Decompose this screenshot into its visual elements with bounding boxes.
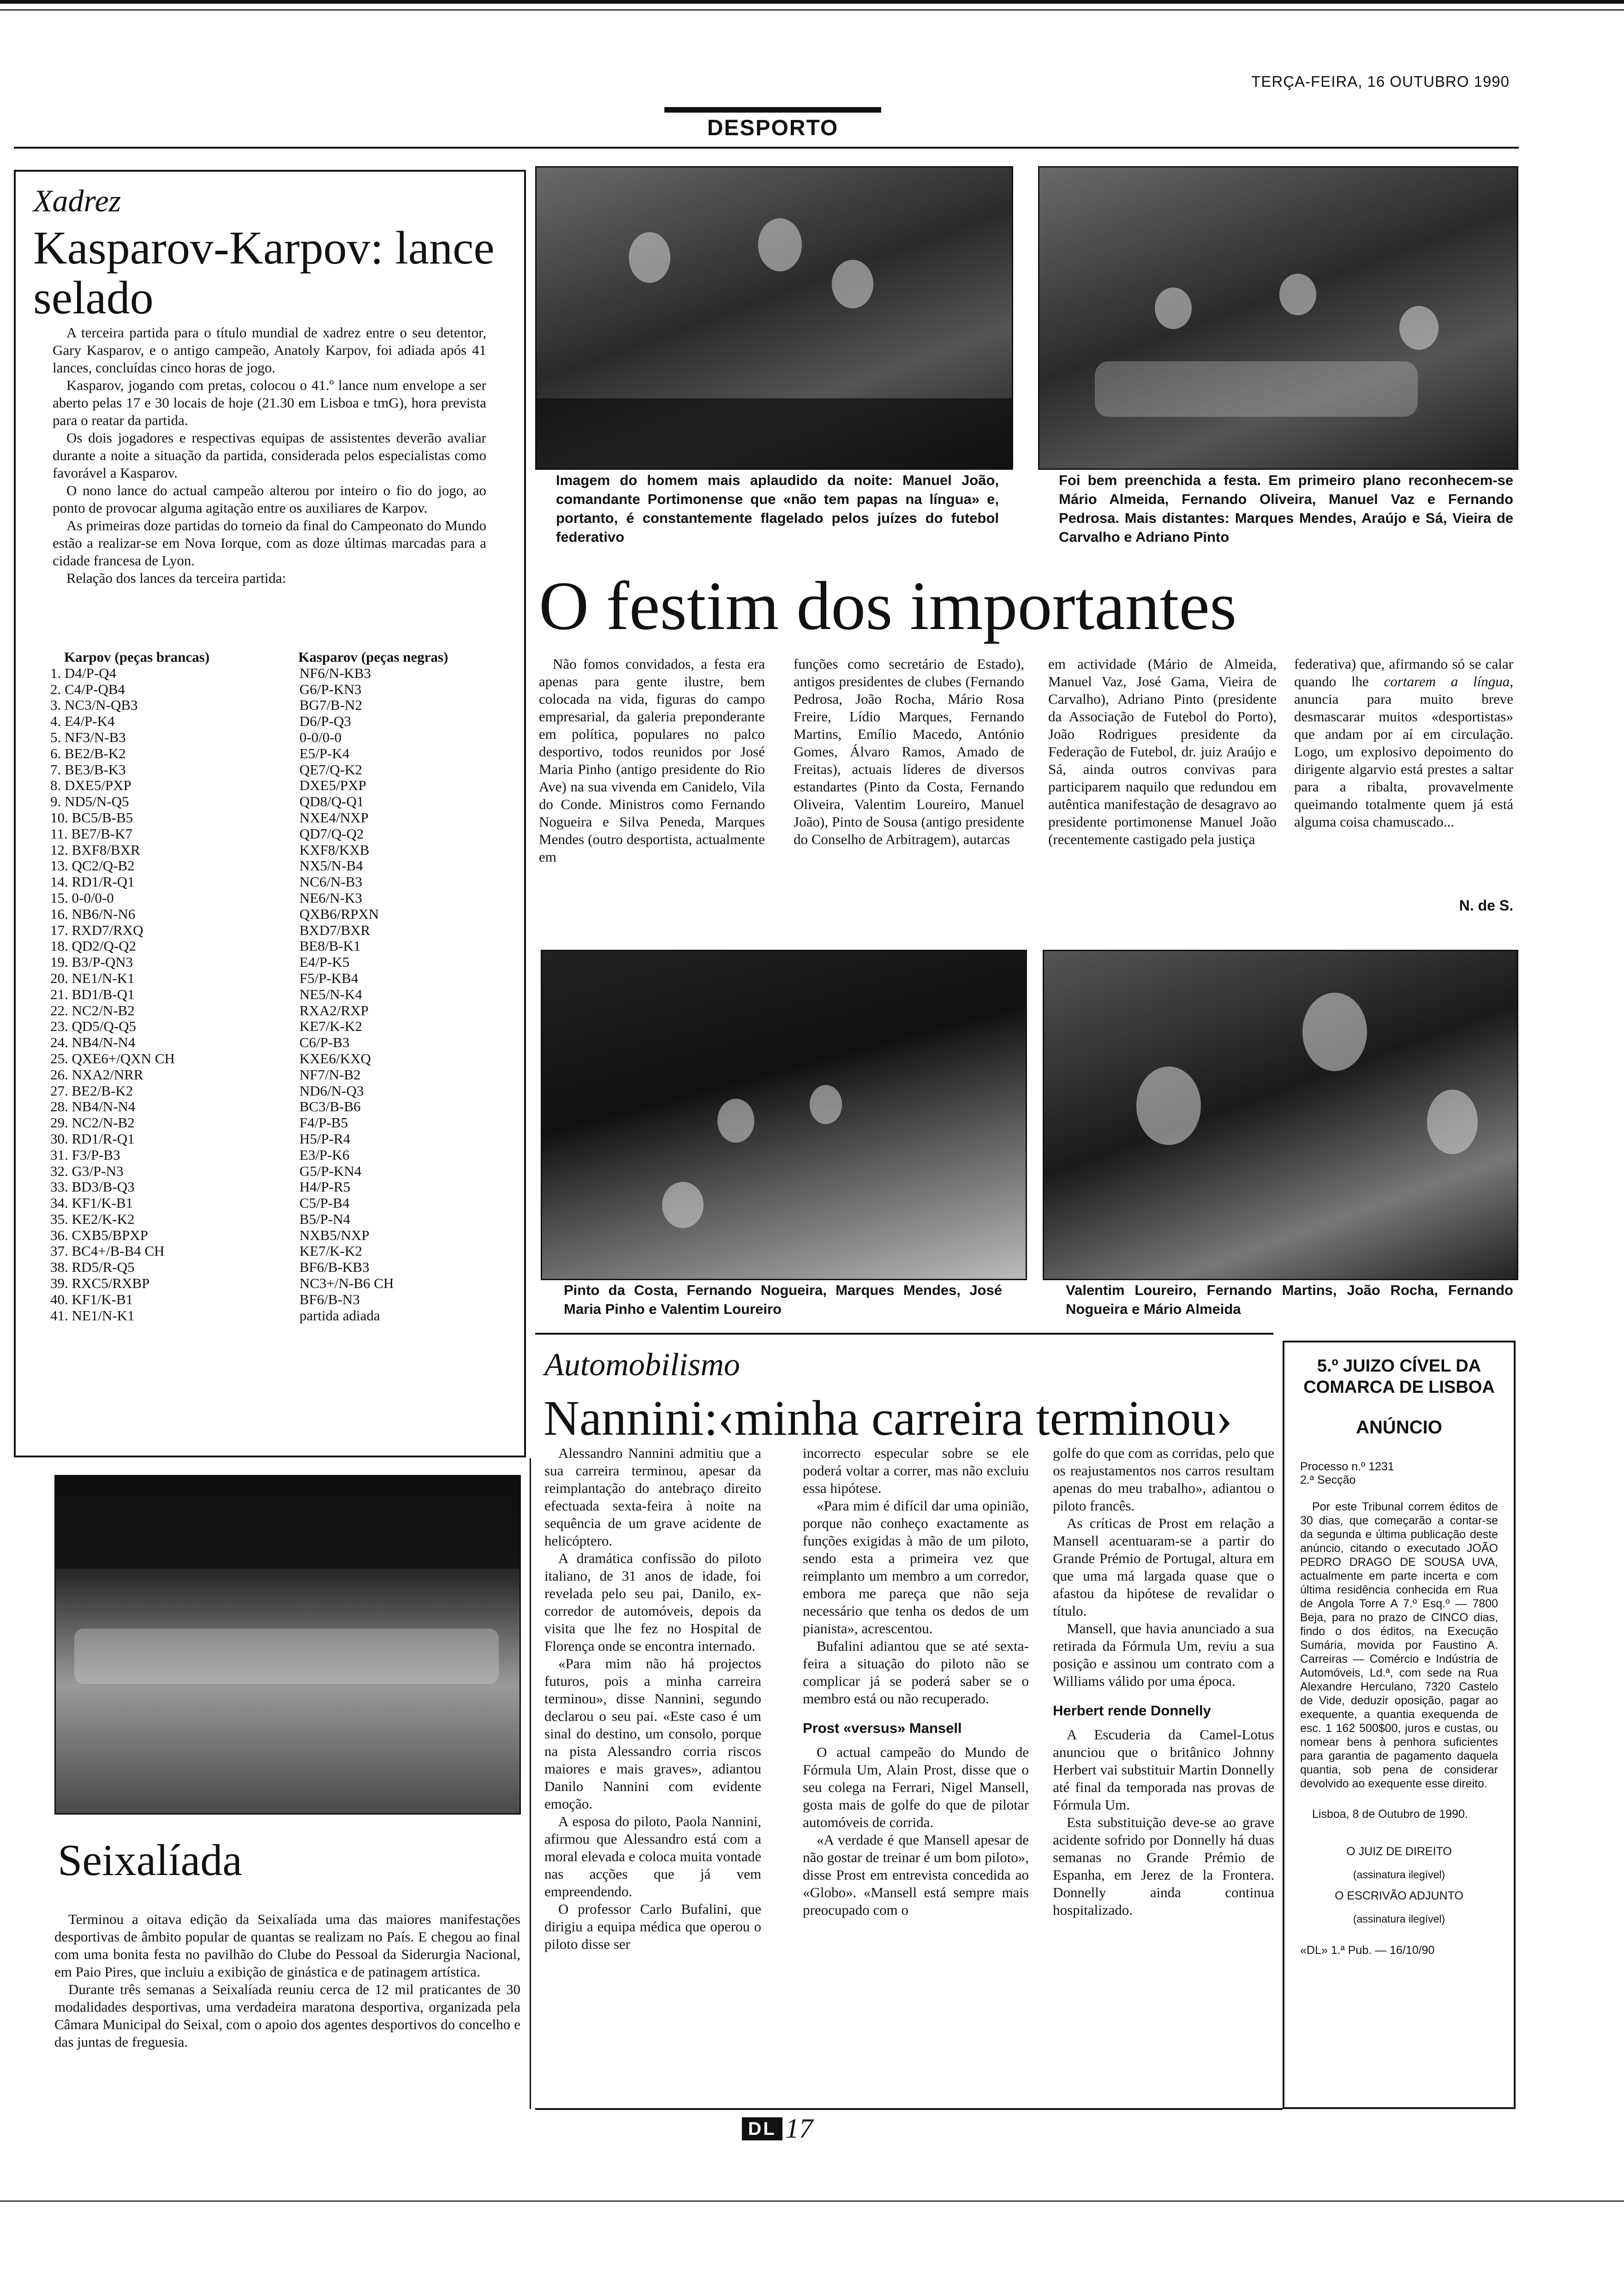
chess-kicker: Xadrez [33, 183, 121, 218]
notice-date: Lisboa, 8 de Outubro de 1990. [1312, 1808, 1468, 1821]
notice-text: Por este Tribunal correm éditos de 30 dias, que começarão a contar-se da segunda e última publicação deste anúncio, citando o executado JOÃO PEDRO DRAGO DE SOUSA UVA, actualmente em parte incerta e com última residência conhecida em Rua de Angola Torre A 7.º Esq.º — 7800 Beja, para no prazo de CINCO dias, findo o dos éditos, na Execução Sumária, movida por Faustino A. Carreiras — Comércio e Indústria de Automóveis, Ld.ª, com sede na Rua Alexandre Herculano, 7320 Castelo de Vide, deduzir oposição, pagar ao exequente, a quantia exequenda de esc. 1 162 500$00, juros e custas, ou nomear bens à penhora suficientes para garantia de pagamento daquela quantia, sob pena de considerar devolvido ao exequente esse direito. [1300, 1500, 1498, 1790]
seixaliada-photo [54, 1475, 521, 1815]
auto-kicker: Automobilismo [544, 1347, 740, 1383]
move-black: ND6/N-Q3 [299, 1082, 364, 1099]
section-title: DESPORTO [707, 116, 839, 140]
issue-date: TERÇA-FEIRA, 16 OUTUBRO 1990 [1251, 73, 1510, 90]
auto-col-2 [803, 1444, 1029, 1919]
chess-headline: Kasparov-Karpov: lance selado [33, 222, 495, 324]
chess-paragraph: A terceira partida para o título mundial de xadrez entre o seu detentor, Gary Kasparov, e o antigo campeão, Anatoly Karpov, foi adiada após 41 lances, concluídas cinco horas de jogo. [53, 324, 486, 376]
move-white: 1. D4/P-Q4 [50, 665, 116, 681]
move-white: 38. RD5/R-Q5 [50, 1259, 135, 1276]
move-black: B5/P-N4 [299, 1210, 351, 1227]
auto-subhead-prost: Prost «versus» Mansell [803, 1720, 962, 1736]
move-white: 16. NB6/N-N6 [50, 905, 136, 922]
move-white: 39. RXC5/RXBP [50, 1275, 150, 1292]
move-white: 32. G3/P-N3 [50, 1162, 124, 1179]
move-white: 28. NB4/N-N4 [50, 1098, 136, 1115]
chess-paragraph: O nono lance do actual campeão alterou por inteiro o fio do jogo, ao ponto de provocar alguma agitação entre os auxiliares de Karpov. [53, 482, 486, 516]
page-number: 17 [785, 2113, 813, 2144]
clerk-title: O ESCRIVÃO ADJUNTO [1335, 1889, 1463, 1902]
auto-paragraph: Bufalini adiantou que se até sexta-feira a situação do piloto não se complicar já se poderá saber se o membro está ou não recuperado. [803, 1638, 1029, 1707]
auto-paragraph: A dramática confissão do piloto italiano, de 31 anos de idade, foi revelada pelo seu pai, Danilo, ex-corredor de automóveis, depois da visita que lhe fez no Hospital de Florença onde se encontra internado. [544, 1550, 761, 1654]
move-black: E3/P-K6 [299, 1146, 350, 1163]
move-black: NXB5/NXP [299, 1227, 370, 1243]
move-white: 7. BE3/B-K3 [50, 761, 126, 778]
festim-emphasis: cortarem a língua [1384, 673, 1510, 689]
move-white: 19. B3/P-QN3 [50, 954, 133, 971]
court-name: 5.º JUIZO CÍVEL DA COMARCA DE LISBOA [1303, 1356, 1495, 1397]
move-black: F5/P-KB4 [299, 970, 358, 986]
photo-caption-bottom-left: Pinto da Costa, Fernando Nogueira, Marques Mendes, José Maria Pinho e Valentim Loureiro [564, 1282, 1002, 1317]
chess-paragraph: Relação dos lances da terceira partida: [66, 570, 286, 586]
move-black: QE7/Q-K2 [299, 761, 363, 778]
move-black: KE7/K-K2 [299, 1243, 363, 1259]
move-black: partida adiada [299, 1307, 380, 1324]
moves-header-white: Karpov (peças brancas) [64, 649, 210, 665]
auto-headline: Nannini:‹minha carreira terminou› [543, 1391, 1233, 1446]
move-white: 35. KE2/K-K2 [50, 1210, 135, 1227]
auto-paragraph: Esta substituição deve-se ao grave acidente sofrido por Donnelly há duas semanas no Grande Prémio de Espanha, em Jerez de la Frontera. Donnelly ainda continua hospitalizado. [1053, 1814, 1274, 1918]
move-white: 36. CXB5/BPXP [50, 1227, 148, 1243]
move-white: 15. 0-0/0-0 [50, 889, 114, 906]
chess-article [14, 170, 526, 1457]
party-photo-manuel-joao [535, 166, 1013, 470]
seixaliada-paragraph: Terminou a oitava edição da Seixalíada uma das maiores manifestações desportivas de âmbito popular de quantas se realizam no País. E chegou ao final com uma bonita festa no pavilhão do Clube do Pessoal da Siderurgia Nacional, em Paio Pires, que incluiu a exibição de ginástica e de patinagem artística. [54, 1911, 520, 1980]
move-black: BXD7/BXR [299, 922, 370, 938]
move-white: 30. RD1/R-Q1 [50, 1130, 135, 1147]
move-white: 2. C4/P-QB4 [50, 681, 125, 697]
festim-text: Não fomos convidados, a festa era apenas para gente ilustre, bem colocada na vida, figuras do campo empresarial, da galeria preponderante em política, populares no palco desportivo, todos reunidos por José Maria Pinho (antigo presidente do Rio Ave) na sua vivenda em Canidelo, Vila do Conde. Ministros como Fernando Nogueira e Silva Peneda, Marques Mendes (outro desportista, actualmente em [539, 656, 765, 865]
move-black: BC3/B-B6 [299, 1098, 361, 1115]
chess-paragraph: Kasparov, jogando com pretas, colocou o 41.º lance num envelope a ser aberto pelas 17 e 30 locais de hoje (21.30 em Lisboa e tmG), hora prevista para o reatar da partida. [53, 377, 486, 428]
move-white: 31. F3/P-B3 [50, 1146, 120, 1163]
auto-paragraph: A Escuderia da Camel-Lotus anunciou que o britânico Johnny Herbert vai substituir Martin Donnelly até final da temporada nas provas de Fórmula Um. [1053, 1726, 1274, 1813]
move-black: G6/P-KN3 [299, 681, 362, 697]
auto-subhead-herbert: Herbert rende Donnelly [1053, 1702, 1211, 1719]
auto-paragraph: «Para mim é difícil dar uma opinião, porque não conheço exactamente as funções exigidas à mão de um piloto, sendo esta a primeira vez que reimplanto um membro a um corredor, embora me pareça que não seja necessário que tenha os dedos de um pianista», acrescentou. [803, 1498, 1029, 1636]
move-black: BG7/B-N2 [299, 697, 363, 713]
judge-title: O JUIZ DE DIREITO [1346, 1845, 1452, 1858]
move-black: 0-0/0-0 [299, 729, 342, 745]
seixaliada-headline: Seixalíada [58, 1835, 242, 1885]
legal-notice-box [1283, 1341, 1516, 2109]
move-white: 41. NE1/N-K1 [50, 1307, 135, 1324]
move-white: 6. BE2/B-K2 [50, 745, 126, 761]
festim-col-3 [1048, 655, 1277, 848]
move-white: 27. BE2/B-K2 [50, 1082, 133, 1099]
caption-bold-lead: Foi bem preenchida a festa. [1059, 472, 1261, 488]
move-white: 37. BC4+/B-B4 CH [50, 1243, 165, 1259]
move-white: 4. E4/P-K4 [50, 713, 115, 730]
move-black: E4/P-K5 [299, 954, 350, 971]
move-black: KE7/K-K2 [299, 1018, 363, 1035]
move-black: E5/P-K4 [299, 745, 350, 761]
auto-paragraph: O actual campeão do Mundo de Fórmula Um, Alain Prost, disse que o seu colega na Ferrari, Nigel Mansell, gosta mais de golfe do que de pilotar automóveis de corrida. [803, 1744, 1029, 1830]
notice-title: ANÚNCIO [1356, 1417, 1442, 1438]
party-photo-dinner-table [541, 950, 1027, 1280]
move-white: 33. BD3/B-Q3 [50, 1179, 135, 1195]
move-black: D6/P-Q3 [299, 713, 351, 730]
party-photo-conversation [1043, 950, 1518, 1280]
moves-header-black: Kasparov (peças negras) [298, 649, 448, 665]
seixaliada-paragraph: Durante três semanas a Seixalíada reuniu cerca de 12 mil praticantes de 30 modalidades desportivas, uma verdadeira maratona desportiva, organizada pela Câmara Municipal do Seixal, com o apoio dos agentes desportivos do concelho e das juntas de freguesia. [54, 1981, 520, 2050]
chess-paragraph: Os dois jogadores e respectivas equipas de assistentes deverão avaliar durante a noite a situação da partida, considerada pelos especialistas como favorável a Kasparov. [53, 430, 486, 481]
move-black: NC3+/N-B6 CH [299, 1275, 394, 1292]
move-white: 5. NF3/N-B3 [50, 729, 126, 745]
move-black: H5/P-R4 [299, 1130, 351, 1147]
move-black: NE5/N-K4 [299, 986, 363, 1002]
move-white: 24. NB4/N-N4 [50, 1034, 136, 1051]
move-black: BF6/B-N3 [299, 1291, 360, 1307]
clerk-signature: (assinatura ilegível) [1353, 1913, 1445, 1925]
auto-paragraph: golfe do que com as corridas, pelo que os reajustamentos nos carros resultam apenas do meu trabalho», adiantou o piloto francês. [1053, 1445, 1274, 1514]
move-white: 3. NC3/N-QB3 [50, 697, 138, 713]
festim-text-part: , anuncia para muito breve desmascarar muitos «desportistas» que andam por aí em circulação. Logo, um explosivo depoimento do dirigente algarvio está prestes a saltar para a ribalta, provavelmente queimando totalmente quem já está alguma coisa chamuscado... [1294, 673, 1513, 830]
move-white: 25. QXE6+/QXN CH [50, 1050, 175, 1067]
move-black: KXF8/KXB [299, 841, 370, 858]
dl-logo: DL [742, 2117, 782, 2140]
move-white: 22. NC2/N-B2 [50, 1002, 135, 1019]
move-black: H4/P-R5 [299, 1179, 351, 1195]
move-white: 14. RD1/R-Q1 [50, 874, 135, 890]
auto-paragraph: A esposa do piloto, Paola Nannini, afirmou que Alessandro está com a moral elevada e coloca muita vontade nas acções que já vem empreendendo. [544, 1813, 761, 1900]
move-white: 11. BE7/B-K7 [50, 825, 132, 842]
move-white: 20. NE1/N-K1 [50, 970, 135, 986]
auto-paragraph: «Para mim não há projectos futuros, pois a minha carreira terminou», disse Nannini, segundo declarou o seu pai. «Este caso é um sinal do destino, um consolo, porque na pista Alessandro corria riscos maiores e mais graves», adiantou Danilo Nannini com evidente emoção. [544, 1655, 761, 1812]
auto-paragraph: incorrecto especular sobre se ele poderá voltar a correr, mas não excluiu essa hipótese. [803, 1445, 1029, 1496]
caption-bold-lead: Imagem do homem mais aplaudido da noite: [556, 472, 893, 488]
move-black: NF6/N-KB3 [299, 665, 371, 681]
move-black: F4/P-B5 [299, 1115, 348, 1131]
festim-text: em actividade (Mário de Almeida, Manuel Vaz, José Gama, Vieira de Carvalho), Adriano Pinto (presidente da Associação de Futebol do Porto), João Rodrigues presidente da Federação de Futebol, dr. juiz Araújo e Sá, ainda outros convivas para participarem naquilo que redundou em autêntica manifestação de desagravo ao presidente portimonense Manuel João (recentemente castigado pela justiça [1048, 656, 1277, 847]
move-white: 13. QC2/Q-B2 [50, 857, 135, 874]
auto-paragraph: O professor Carlo Bufalini, que dirigiu a equipa médica que operou o piloto disse ser [544, 1901, 761, 1952]
auto-col-1 [544, 1444, 761, 1953]
move-white: 23. QD5/Q-Q5 [50, 1018, 136, 1035]
move-white: 10. BC5/B-B5 [50, 809, 133, 826]
festim-col-2 [794, 655, 1024, 848]
move-black: NE6/N-K3 [299, 889, 363, 906]
move-black: G5/P-KN4 [299, 1162, 362, 1179]
auto-paragraph: Alessandro Nannini admitiu que a sua carreira terminou, apesar da reimplantação do antebraço direito efectuada sexta-feira à noite na sequência de um grave acidente de helicóptero. [544, 1445, 761, 1549]
move-black: NC6/N-B3 [299, 874, 363, 890]
judge-signature: (assinatura ilegível) [1353, 1869, 1445, 1881]
auto-paragraph: «A verdade é que Mansell apesar de não gostar de treinar é um bom piloto», disse Prost em entrevista concedida ao «Globo». «Mansell está sempre mais preocupado com o [803, 1832, 1029, 1918]
move-black: NF7/N-B2 [299, 1066, 361, 1083]
move-black: DXE5/PXP [299, 777, 366, 794]
process-section: 2.ª Secção [1300, 1474, 1356, 1486]
move-white: 40. KF1/K-B1 [50, 1291, 133, 1307]
move-white: 9. ND5/N-Q5 [50, 793, 129, 810]
process-number: Processo n.º 1231 [1300, 1460, 1394, 1473]
move-white: 18. QD2/Q-Q2 [50, 938, 136, 954]
move-white: 26. NXA2/NRR [50, 1066, 143, 1083]
move-black: BF6/B-KB3 [299, 1259, 370, 1276]
move-black: BE8/B-K1 [299, 938, 361, 954]
auto-paragraph: Mansell, que havia anunciado a sua retirada da Fórmula Um, reviu a sua posição e assinou um contrato com a Williams válido por uma época. [1053, 1620, 1274, 1689]
move-black: NX5/N-B4 [299, 857, 363, 874]
move-black: KXE6/KXQ [299, 1050, 371, 1067]
photo-caption-bottom-right: Valentim Loureiro, Fernando Martins, João Rocha, Fernando Nogueira e Mário Almeida [1066, 1282, 1513, 1317]
auto-paragraph: As críticas de Prost em relação a Mansell acentuaram-se a partir do Grande Prémio de Portugal, altura em que uma má largada quase que o afastou da hipótese de revalidar o título. [1053, 1515, 1274, 1619]
chess-paragraph: As primeiras doze partidas do torneio da final do Campeonato do Mundo estão a realizar-se em Nova Iorque, com as doze últimas marcadas para a cidade francesa de Lyon. [53, 517, 486, 569]
chess-moves-table [50, 649, 456, 1324]
festim-text: funções como secretário de Estado), antigos presidentes de clubes (Fernando Pedrosa, João Rocha, Mário Rosa Freire, Lídio Marques, Fernando Martins, Emílio Macedo, António Gomes, Álvaro Ramos, Amado de Freitas), actuais líderes de diversos estandartes (Pinto da Costa, Fernando Oliveira, Valentim Loureiro, Manuel João), Pinto de Sousa (antigo presidente do Conselho de Arbitragem), autarcas [794, 656, 1024, 847]
festim-col-1 [539, 655, 765, 866]
move-black: RXA2/RXP [299, 1002, 369, 1019]
move-white: 21. BD1/B-Q1 [50, 986, 135, 1002]
move-black: QXB6/RPXN [299, 905, 379, 922]
move-black: C5/P-B4 [299, 1195, 350, 1211]
auto-col-3 [1053, 1444, 1274, 1919]
festim-col-4 [1294, 655, 1513, 831]
move-white: 12. BXF8/BXR [50, 841, 140, 858]
festim-headline: O festim dos importantes [539, 568, 1237, 644]
chess-body [53, 324, 486, 587]
move-white: 29. NC2/N-B2 [50, 1115, 135, 1131]
move-white: 17. RXD7/RXQ [50, 922, 143, 938]
seixaliada-body [54, 1911, 520, 2051]
festim-text-part: federativa) que, afirmando só se calar quando lhe [1294, 656, 1513, 689]
move-black: NXE4/NXP [299, 809, 369, 826]
festim-author: N. de S. [1459, 897, 1513, 914]
festim-text [1294, 655, 1513, 831]
move-black: QD8/Q-Q1 [299, 793, 364, 810]
move-white: 8. DXE5/PXP [50, 777, 131, 794]
caption-text: Em primeiro plano reconhecem-se Mário Almeida, Fernando Oliveira, Manuel Vaz e Fernando Pedrosa. Mais distantes: Marques Mendes, Araújo e Sá, Vieira de Carvalho e Adriano Pinto [1059, 472, 1513, 545]
publication-ref: «DL» 1.ª Pub. — 16/10/90 [1300, 1944, 1435, 1957]
move-black: QD7/Q-Q2 [299, 825, 364, 842]
caption-text: Manuel João, comandante Portimonense que «não tem papas na língua» e, portanto, é constantemente flagelado pelos juízes do futebol federativo [556, 472, 999, 545]
party-photo-crowd [1038, 166, 1518, 470]
move-white: 34. KF1/K-B1 [50, 1195, 133, 1211]
photo-caption-left [556, 471, 999, 546]
photo-caption-right [1059, 471, 1513, 546]
move-black: C6/P-B3 [299, 1034, 350, 1051]
